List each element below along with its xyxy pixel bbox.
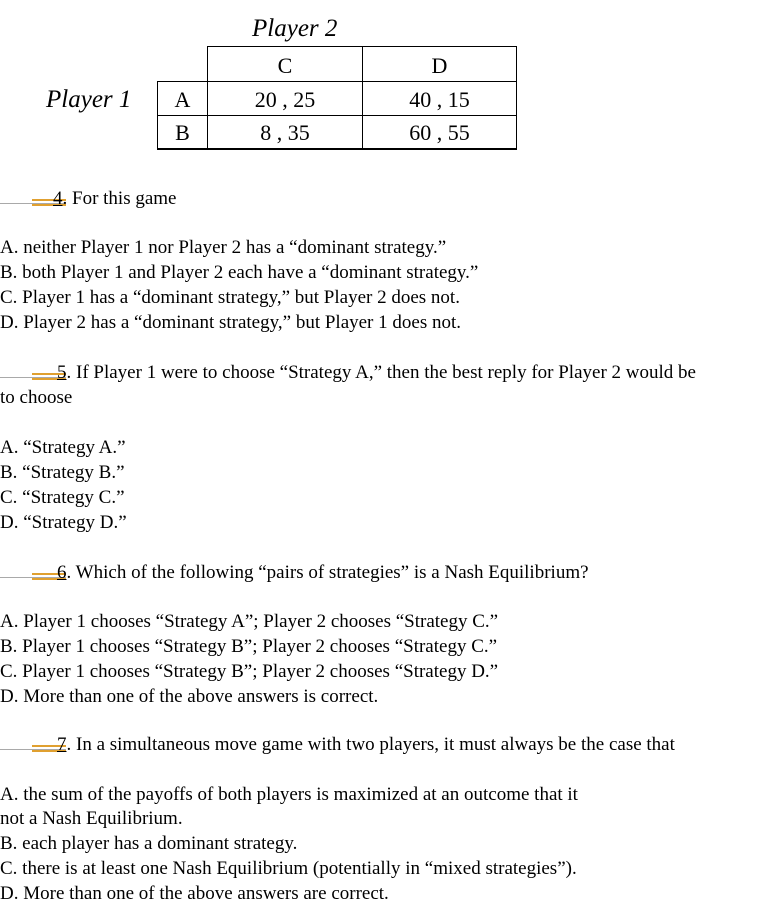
choice-c: C. there is at least one Nash Equilibrium (potentially in “mixed strategies”). — [0, 858, 577, 879]
choice-c: C. “Strategy C.” — [0, 487, 125, 508]
choice-d: D. “Strategy D.” — [0, 512, 127, 533]
question-stem: 6. Which of the following “pairs of strategies” is a Nash Equilibrium? — [57, 562, 589, 583]
payoff-b-c: 8 , 35 — [260, 120, 310, 145]
matrix-bottom-border — [157, 148, 517, 150]
choice-a: A. the sum of the payoffs of both players is maximized at an outcome that it — [0, 784, 578, 805]
choice-a: A. neither Player 1 nor Player 2 has a “dominant strategy.” — [0, 237, 447, 258]
choice-b: B. each player has a dominant strategy. — [0, 833, 298, 854]
question-stem: 4. For this game — [53, 188, 177, 209]
col-header-c: C — [277, 53, 293, 78]
row-header-a: A — [174, 87, 191, 112]
choice-b: B. Player 1 chooses “Strategy B”; Player 2 chooses “Strategy C.” — [0, 636, 498, 657]
choice-c: C. Player 1 has a “dominant strategy,” but Player 2 does not. — [0, 287, 460, 308]
question-text: If Player 1 were to choose “Strategy A,” then the best reply for Player 2 would be — [76, 362, 696, 383]
question-text: Which of the following “pairs of strategies” is a Nash Equilibrium? — [75, 562, 589, 583]
player1-label: Player 1 — [46, 86, 132, 113]
choice-a: A. Player 1 chooses “Strategy A”; Player 2 chooses “Strategy C.” — [0, 611, 499, 632]
question-number: 5 — [57, 362, 67, 383]
matrix-right-border — [516, 46, 517, 150]
choice-c: C. Player 1 chooses “Strategy B”; Player 2 chooses “Strategy D.” — [0, 661, 499, 682]
col-header-d: D — [431, 53, 448, 78]
choice-b: B. both Player 1 and Player 2 each have a “dominant strategy.” — [0, 262, 479, 283]
payoff-b-d: 60 , 55 — [409, 120, 470, 145]
choice-a: A. “Strategy A.” — [0, 437, 126, 458]
question-text-continued: to choose — [0, 387, 73, 408]
question-stem: 7. In a simultaneous move game with two players, it must always be the case that — [57, 734, 675, 755]
question-number: 7 — [57, 734, 67, 755]
row-header-b: B — [175, 120, 190, 145]
question-number: 4 — [53, 188, 63, 209]
choice-d: D. Player 2 has a “dominant strategy,” but Player 1 does not. — [0, 312, 461, 333]
choice-a-continued: not a Nash Equilibrium. — [0, 808, 183, 829]
player2-label: Player 2 — [252, 15, 338, 42]
matrix-header-rule — [157, 81, 517, 82]
choice-d: D. More than one of the above answers is correct. — [0, 686, 379, 707]
matrix-row-rule — [157, 115, 517, 116]
payoff-a-c: 20 , 25 — [254, 87, 316, 112]
choice-b: B. “Strategy B.” — [0, 462, 125, 483]
question-number: 6 — [57, 562, 67, 583]
question-stem: 5. If Player 1 were to choose “Strategy A,” then the best reply for Player 2 would be — [57, 362, 696, 383]
choice-d: D. More than one of the above answers are correct. — [0, 883, 389, 904]
payoff-a-d: 40 , 15 — [409, 87, 470, 112]
question-text: For this game — [72, 188, 177, 209]
question-text: In a simultaneous move game with two players, it must always be the case that — [76, 734, 675, 755]
